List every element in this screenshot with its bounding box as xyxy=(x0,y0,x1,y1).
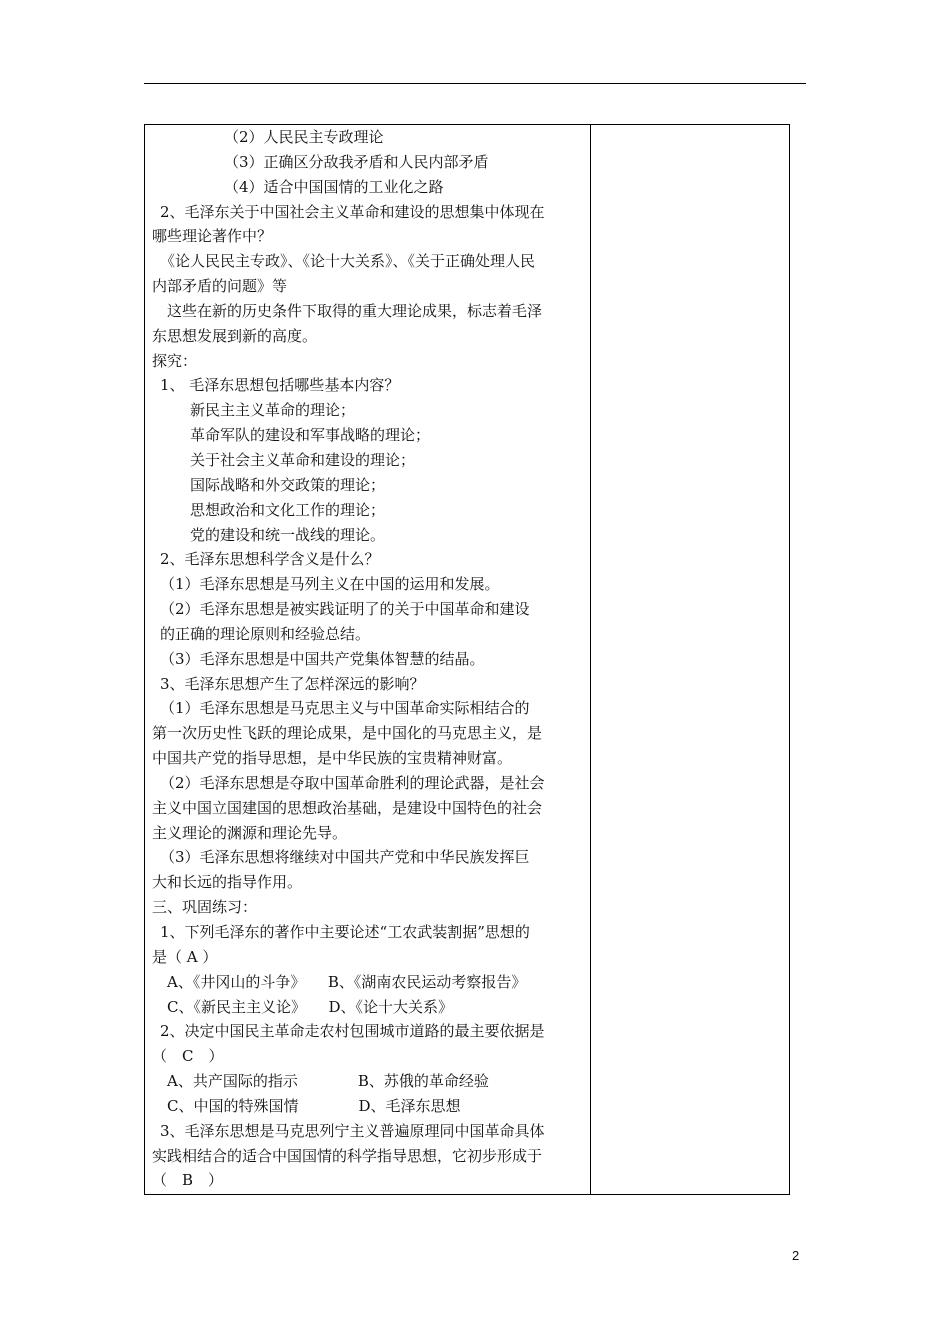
text-line: 的正确的理论原则和经验总结。 xyxy=(160,624,371,643)
text-line: 新民主主义革命的理论； xyxy=(190,401,356,420)
text-line: A、《井冈山的斗争》 B、《湖南农民运动考察报告》 xyxy=(167,972,527,991)
text-line: 关于社会主义革命和建设的理论； xyxy=(190,450,416,469)
text-line: 实践相结合的适合中国国情的科学指导思想，它初步形成于 xyxy=(152,1146,543,1165)
text-line: C、《新民主主义论》 D、《论十大关系》 xyxy=(167,997,454,1016)
text-line: 党的建设和统一战线的理论。 xyxy=(190,525,386,544)
text-line: 大和长远的指导作用。 xyxy=(152,873,303,892)
text-line: 是（ A ） xyxy=(152,947,218,966)
text-line: 主义中国立国建国的思想政治基础，是建设中国特色的社会 xyxy=(152,798,543,817)
text-line: A、共产国际的指示 B、苏俄的革命经验 xyxy=(167,1072,489,1091)
text-line: 革命军队的建设和军事战略的理论； xyxy=(190,426,431,445)
text-line: （3）正确区分敌我矛盾和人民内部矛盾 xyxy=(224,152,489,171)
text-line: 主义理论的渊源和理论先导。 xyxy=(152,823,348,842)
text-line: （3）毛泽东思想是中国共产党集体智慧的结晶。 xyxy=(160,649,485,668)
text-line: （1）毛泽东思想是马克思主义与中国革命实际相结合的 xyxy=(160,699,530,718)
text-line: 国际战略和外交政策的理论； xyxy=(190,475,386,494)
text-line: 内部矛盾的问题》等 xyxy=(152,277,288,296)
text-line: （4）适合中国国情的工业化之路 xyxy=(224,177,444,196)
text-line: 3、毛泽东思想是马克思列宁主义普遍原理同中国革命具体 xyxy=(160,1121,545,1140)
text-line: （ B ） xyxy=(152,1171,224,1190)
text-line: （2）人民民主专政理论 xyxy=(224,128,384,146)
text-line: C、中国的特殊国情 D、毛泽东思想 xyxy=(167,1096,461,1115)
text-line: 探究： xyxy=(152,351,198,370)
text-line: 三、巩固练习： xyxy=(152,898,258,917)
page-number: 2 xyxy=(792,1248,800,1263)
text-line: 3、毛泽东思想产生了怎样深远的影响？ xyxy=(160,674,425,693)
document-table xyxy=(144,124,790,1195)
text-line: 2、毛泽东关于中国社会主义革命和建设的思想集中体现在 xyxy=(160,202,545,221)
left-column-content xyxy=(152,125,584,1193)
text-line: 东思想发展到新的高度。 xyxy=(152,326,318,345)
text-line: 这些在新的历史条件下取得的重大理论成果，标志着毛泽 xyxy=(167,301,543,320)
text-line: （2）毛泽东思想是被实践证明了的关于中国革命和建设 xyxy=(160,600,530,619)
text-line: 2、毛泽东思想科学含义是什么？ xyxy=(160,550,380,569)
text-line: 哪些理论著作中？ xyxy=(152,227,273,246)
text-line: 1、下列毛泽东的著作中主要论述“工农武装割据”思想的 xyxy=(160,923,530,941)
text-line: 第一次历史性飞跃的理论成果，是中国化的马克思主义，是 xyxy=(152,724,543,743)
text-line: 《论人民民主专政》、《论十大关系》、《关于正确处理人民 xyxy=(160,252,536,271)
header-rule xyxy=(144,83,806,84)
text-line: 2、决定中国民主革命走农村包围城市道路的最主要依据是 xyxy=(160,1022,545,1041)
text-line: 思想政治和文化工作的理论； xyxy=(190,500,386,519)
text-line: （3）毛泽东思想将继续对中国共产党和中华民族发挥巨 xyxy=(160,848,530,867)
text-line: （1）毛泽东思想是马列主义在中国的运用和发展。 xyxy=(160,575,500,594)
right-column-notes xyxy=(591,125,789,1194)
text-line: （ C ） xyxy=(152,1047,224,1066)
text-line: 1、 毛泽东思想包括哪些基本内容？ xyxy=(160,376,400,395)
text-line: （2）毛泽东思想是夺取中国革命胜利的理论武器，是社会 xyxy=(160,773,545,792)
text-line: 中国共产党的指导思想，是中华民族的宝贵精神财富。 xyxy=(152,749,513,768)
